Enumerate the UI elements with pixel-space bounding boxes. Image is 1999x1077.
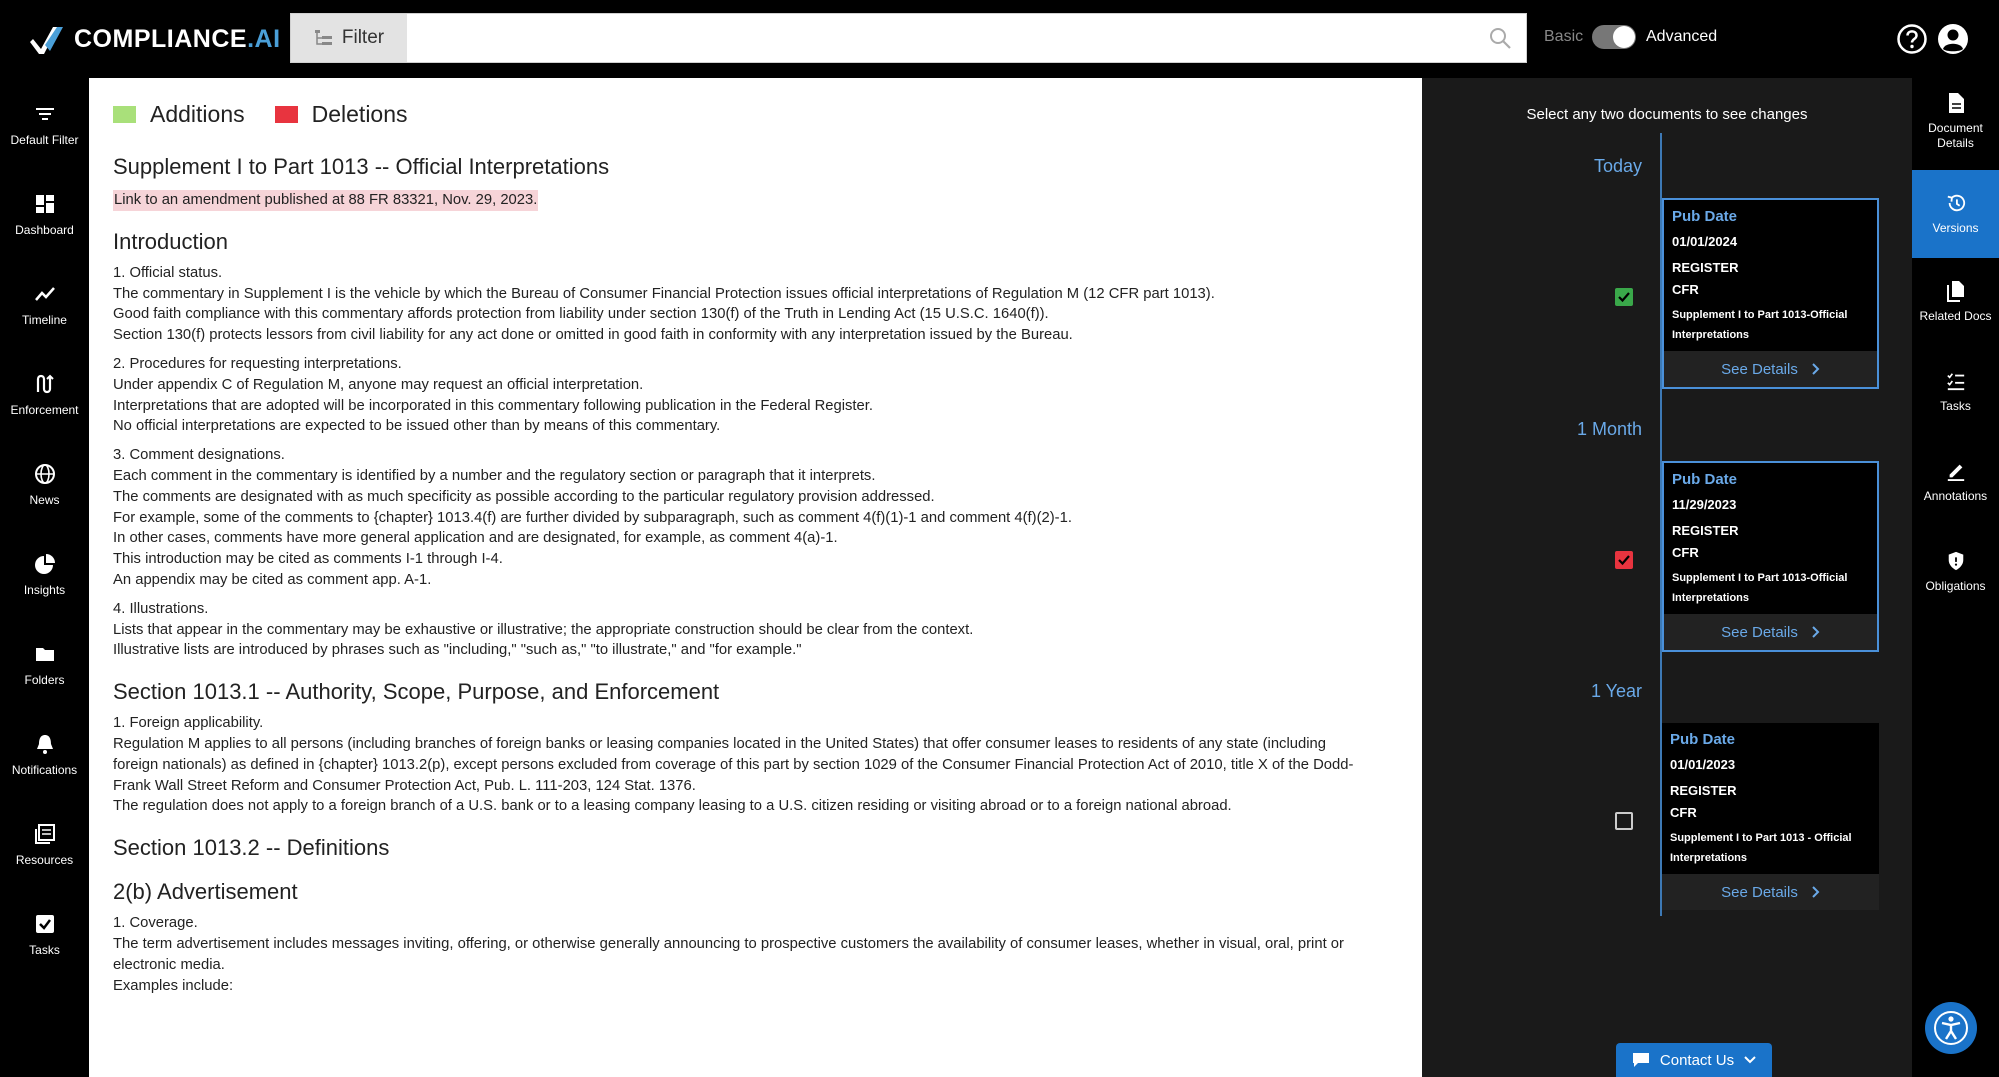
- pub-date-label: Pub Date: [1670, 731, 1736, 748]
- checkbox-icon: [34, 913, 56, 935]
- accessibility-icon: [1933, 1010, 1969, 1046]
- nav-label: Timeline: [22, 313, 67, 327]
- nav-label: Folders: [24, 673, 65, 687]
- tab-label: Annotations: [1923, 489, 1988, 503]
- right-sidebar: [1912, 78, 1999, 1077]
- tab-related-docs[interactable]: [1912, 280, 1999, 350]
- paragraph-title: 1. Foreign applicability.: [113, 715, 264, 732]
- nav-news[interactable]: [0, 463, 89, 543]
- text-line: The comments are designated with as much specificity as possible according to the particular regulatory provision addressed.: [113, 488, 935, 505]
- tab-annotations[interactable]: [1912, 460, 1999, 530]
- register-label: REGISTER: [1670, 783, 1737, 798]
- tasks-list-icon: [1946, 370, 1966, 392]
- mode-toggle[interactable]: [1592, 25, 1636, 49]
- nav-resources[interactable]: [0, 823, 89, 903]
- tab-versions[interactable]: [1912, 170, 1999, 258]
- paragraph-title: 3. Comment designations.: [113, 447, 285, 464]
- paragraph: [113, 599, 1422, 661]
- subsection-heading: 2(b) Advertisement: [113, 879, 298, 905]
- nav-label: Resources: [15, 853, 74, 867]
- chevron-right-icon: [1812, 363, 1820, 375]
- filter-icon: [34, 103, 56, 125]
- mode-advanced-label[interactable]: Advanced: [1646, 28, 1718, 45]
- version-card[interactable]: [1662, 198, 1879, 389]
- document-viewer: [89, 78, 1422, 1077]
- nav-label: Enforcement: [10, 403, 79, 417]
- paragraph: [113, 354, 1422, 437]
- nav-label: Default Filter: [10, 133, 79, 147]
- legend-additions: [113, 101, 245, 128]
- see-details-button[interactable]: [1662, 874, 1879, 910]
- mode-basic-label[interactable]: Basic: [1544, 28, 1584, 45]
- register-label: REGISTER: [1672, 260, 1739, 275]
- toggle-knob: [1613, 26, 1635, 48]
- text-line: Regulation M applies to all persons (including branches of foreign banks or leasing companies located in the United States) that offer consumer leases to residents of any state (including: [113, 735, 1326, 752]
- filter-label: Filter: [341, 27, 385, 48]
- legend-deletions: [275, 101, 408, 128]
- version-title: Supplement I to Part 1013-Official Interpretations: [1672, 572, 1848, 604]
- contact-us-button[interactable]: [1616, 1043, 1772, 1077]
- paragraph-title: 2. Procedures for requesting interpretations.: [113, 355, 402, 372]
- cfr-label: CFR: [1670, 805, 1697, 820]
- checkmark-icon: [1615, 551, 1633, 569]
- pub-date-value: 01/01/2024: [1672, 234, 1738, 249]
- pub-date-label: Pub Date: [1672, 208, 1738, 225]
- paragraph-title: 1. Coverage.: [113, 915, 198, 932]
- text-line: No official interpretations are expected to be issued other than by means of this commentary.: [113, 418, 721, 435]
- pub-date-label: Pub Date: [1672, 471, 1738, 488]
- paragraph: [113, 713, 1422, 817]
- document-icon: [1946, 92, 1966, 114]
- see-details-button[interactable]: [1664, 614, 1877, 650]
- pen-icon: [1946, 460, 1966, 482]
- user-avatar-icon[interactable]: [1937, 23, 1969, 55]
- additions-label: Additions: [150, 100, 245, 127]
- deletions-label: Deletions: [311, 100, 408, 127]
- version-checkbox[interactable]: [1615, 551, 1633, 569]
- text-line: In other cases, comments have more general application and are designated, for example, as comment 4(a)-1.: [113, 530, 838, 547]
- search-icon[interactable]: [1488, 26, 1512, 50]
- globe-icon: [34, 463, 56, 485]
- tab-label: Document Details: [1928, 121, 1983, 150]
- timeline-icon: [34, 283, 56, 305]
- nav-label: Notifications: [11, 763, 78, 777]
- related-docs-icon: [1946, 280, 1966, 302]
- tab-label: Versions: [1932, 221, 1979, 235]
- version-card[interactable]: [1662, 723, 1879, 910]
- shield-icon: [1946, 550, 1966, 572]
- text-line: Interpretations that are adopted will be incorporated in this commentary following publication in the Federal Register.: [113, 397, 873, 414]
- timeline-label-today: Today: [1593, 156, 1642, 176]
- register-label: REGISTER: [1672, 523, 1739, 538]
- contact-us-label: Contact Us: [1659, 1051, 1735, 1069]
- versions-panel: [1422, 78, 1912, 1077]
- accessibility-button[interactable]: [1925, 1002, 1977, 1054]
- cfr-label: CFR: [1672, 282, 1699, 297]
- history-icon: [1946, 192, 1966, 214]
- version-title: Supplement I to Part 1013 - Official Interpretations: [1670, 832, 1852, 864]
- diff-legend: [113, 96, 1422, 132]
- nav-label: News: [29, 493, 60, 507]
- enforcement-icon: [34, 373, 56, 395]
- left-sidebar: [0, 78, 89, 1077]
- nav-dashboard[interactable]: [0, 193, 89, 273]
- text-line: Good faith compliance with this commentary affords protection from liability under section 130(f) of the Truth in Lending Act (15 U.S.C. 1640(f)).: [113, 306, 1049, 323]
- version-card[interactable]: [1662, 461, 1879, 652]
- timeline-label-1-year: 1 Year: [1590, 681, 1642, 701]
- tab-label: Related Docs: [1919, 309, 1992, 323]
- amendment-link[interactable]: Link to an amendment published at 88 FR 83321, Nov. 29, 2023.: [113, 190, 538, 211]
- document-title: Supplement I to Part 1013 -- Official Interpretations: [113, 154, 610, 179]
- pub-date-value: 01/01/2023: [1670, 757, 1736, 772]
- text-line: Lists that appear in the commentary may be exhaustive or illustrative; the appropriate construction should be clear from the context.: [113, 621, 974, 638]
- top-bar: [0, 0, 1999, 78]
- text-line: Section 130(f) protects lessors from civil liability for any act done or omitted in good faith in conformity with any interpretation issued by the Bureau.: [113, 327, 1073, 344]
- additions-swatch: [113, 106, 136, 123]
- tab-obligations[interactable]: [1912, 550, 1999, 620]
- tab-label: Obligations: [1925, 579, 1986, 593]
- nav-folders[interactable]: [0, 643, 89, 723]
- see-details-label: See Details: [1721, 883, 1798, 901]
- text-line: The term advertisement includes messages inviting, offering, or otherwise generally announcing to prospective customers the availability of consumer leases, whether in visual, oral, print or: [113, 935, 1344, 952]
- text-line: This introduction may be cited as comments I-1 through I-4.: [113, 551, 503, 568]
- text-line: Under appendix C of Regulation M, anyone may request an official interpretation.: [113, 376, 644, 393]
- resources-icon: [34, 823, 56, 845]
- text-line: foreign nationals) as defined in {chapter} 1013.2(p), except persons excluded from coverage of this part by section 1029 of the Consumer Financial Protection Act of 2010, title X of the Dodd-: [113, 756, 1354, 773]
- folder-icon: [34, 643, 56, 665]
- paragraph-title: 4. Illustrations.: [113, 600, 209, 617]
- text-line: Illustrative lists are introduced by phrases such as "including," "such as," "to illustrate," and "for example.": [113, 642, 802, 659]
- bell-icon: [34, 733, 56, 755]
- dashboard-icon: [34, 193, 56, 215]
- paragraph-title: 1. Official status.: [113, 264, 223, 281]
- section-heading: Section 1013.2 -- Definitions: [113, 835, 390, 861]
- chevron-down-icon: [1744, 1056, 1756, 1064]
- text-line: Each comment in the commentary is identified by a number and the regulatory section or paragraph that it interprets.: [113, 467, 876, 484]
- section-heading: Introduction: [113, 228, 228, 254]
- tab-document-details[interactable]: [1912, 92, 1999, 168]
- text-line: For example, some of the comments to {chapter} 1013.4(f) are further divided by subparagraph, such as comment 4(f)(1)-1 and comment 4(f)(2)-1.: [113, 509, 1072, 526]
- filter-button[interactable]: [291, 14, 407, 62]
- text-line: An appendix may be cited as comment app. A-1.: [113, 571, 432, 588]
- logo-check-icon: [30, 21, 66, 57]
- chat-icon: [1632, 1052, 1650, 1068]
- checkmark-icon: [1615, 288, 1633, 306]
- tab-tasks[interactable]: [1912, 370, 1999, 440]
- search-bar[interactable]: [290, 13, 1527, 63]
- paragraph: [113, 445, 1422, 591]
- chevron-right-icon: [1812, 886, 1820, 898]
- text-line: The commentary in Supplement I is the vehicle by which the Bureau of Consumer Financial Protection issues official interpretations of Regulation M (12 CFR part 1013).: [113, 285, 1215, 302]
- timeline-label-1-month: 1 Month: [1576, 419, 1642, 439]
- nav-label: Insights: [23, 583, 66, 597]
- help-icon[interactable]: [1896, 23, 1928, 55]
- pie-chart-icon: [34, 553, 56, 575]
- nav-notifications[interactable]: [0, 733, 89, 813]
- text-line: The regulation does not apply to a foreign branch of a U.S. bank or to a leasing company leasing to a U.S. citizen residing or visiting abroad or to a foreign national abroad.: [113, 798, 1232, 815]
- see-details-label: See Details: [1721, 623, 1798, 641]
- paragraph: [113, 263, 1422, 346]
- version-checkbox[interactable]: [1615, 288, 1633, 306]
- nav-label: Tasks: [29, 943, 60, 957]
- filter-tree-icon: [314, 29, 334, 47]
- text-line: Examples include:: [113, 977, 234, 994]
- see-details-label: See Details: [1721, 360, 1798, 378]
- version-checkbox[interactable]: [1615, 812, 1633, 830]
- nav-label: Dashboard: [15, 223, 74, 237]
- versions-heading: Select any two documents to see changes: [1526, 106, 1808, 123]
- chevron-right-icon: [1812, 626, 1820, 638]
- logo-text: COMPLIANCE.AI: [74, 24, 281, 53]
- app-logo[interactable]: [30, 20, 281, 58]
- text-line: Frank Wall Street Reform and Consumer Protection Act, Pub. L. 111-203, 124 Stat. 1376.: [113, 777, 696, 794]
- deletions-swatch: [275, 106, 298, 123]
- text-line: electronic media.: [113, 956, 225, 973]
- section-heading: Section 1013.1 -- Authority, Scope, Purpose, and Enforcement: [113, 679, 720, 705]
- nav-default-filter[interactable]: [0, 103, 89, 183]
- cfr-label: CFR: [1672, 545, 1699, 560]
- nav-timeline[interactable]: [0, 283, 89, 363]
- tab-label: Tasks: [1940, 399, 1971, 413]
- paragraph: [113, 913, 1422, 996]
- nav-insights[interactable]: [0, 553, 89, 633]
- pub-date-value: 11/29/2023: [1672, 497, 1737, 512]
- nav-enforcement[interactable]: [0, 373, 89, 453]
- version-title: Supplement I to Part 1013-Official Interpretations: [1672, 309, 1848, 341]
- see-details-button[interactable]: [1664, 351, 1877, 387]
- nav-tasks[interactable]: [0, 913, 89, 993]
